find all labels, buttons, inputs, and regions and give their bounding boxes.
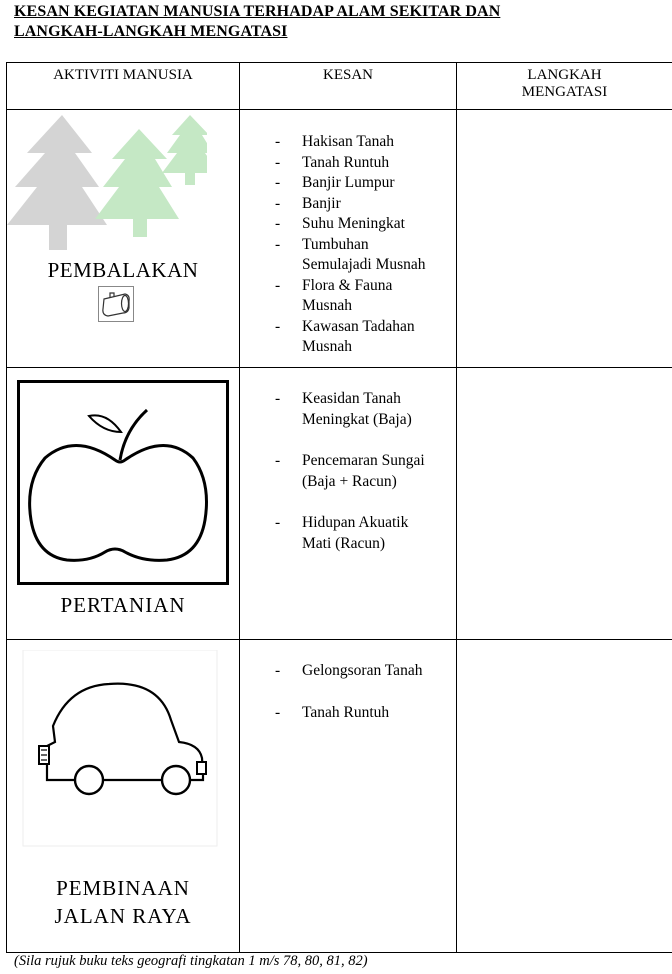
activity-label: PERTANIAN	[60, 593, 186, 617]
kesan-text: Musnah	[302, 338, 352, 355]
apple-icon	[17, 380, 229, 585]
bullet-dash: -	[275, 317, 281, 335]
header-langkah	[457, 63, 672, 110]
pine-trees-icon	[7, 115, 207, 260]
kesan-cell	[240, 368, 457, 640]
bullet-dash: -	[275, 153, 281, 171]
kesan-list	[240, 389, 456, 554]
header-kesan: KESAN	[240, 63, 457, 110]
list-item	[240, 389, 456, 430]
bullet-dash: -	[275, 703, 281, 721]
table-row	[7, 640, 672, 953]
kesan-text: Tanah Runtuh	[302, 703, 390, 721]
title-line-2: LANGKAH-LANGKAH MENGATASI	[14, 23, 288, 40]
impact-table	[6, 62, 672, 953]
kesan-text: Flora & Fauna	[302, 276, 393, 294]
list-item	[240, 173, 456, 194]
document-title	[14, 2, 500, 42]
list-item	[240, 235, 456, 276]
activity-cell	[7, 368, 240, 640]
activity-label: PEMBALAKAN	[47, 258, 199, 282]
kesan-text: Tanah Runtuh	[302, 153, 390, 171]
list-item	[240, 194, 456, 215]
kesan-text: Suhu Meningkat	[302, 215, 405, 232]
kesan-cell	[240, 110, 457, 368]
kesan-text: Tumbuhan	[302, 235, 369, 253]
bullet-dash: -	[275, 194, 281, 212]
kesan-text: Semulajadi Musnah	[302, 256, 426, 273]
header-langkah-line2: MENGATASI	[521, 84, 608, 100]
header-aktiviti: AKTIVITI MANUSIA	[7, 63, 240, 110]
activity-label-line2: JALAN RAYA	[54, 904, 192, 928]
table-row	[7, 368, 672, 640]
activity-cell	[7, 640, 240, 953]
kesan-text: Banjir Lumpur	[302, 174, 395, 191]
kesan-text: Keasidan Tanah	[302, 390, 401, 407]
bullet-dash: -	[275, 276, 281, 294]
kesan-text: Hidupan Akuatik	[302, 514, 409, 531]
title-line-1: KESAN KEGIATAN MANUSIA TERHADAP ALAM SEKITAR DAN	[14, 3, 501, 20]
list-item	[240, 703, 456, 724]
list-item	[240, 132, 456, 153]
langkah-cell	[457, 368, 672, 640]
langkah-cell	[457, 640, 672, 953]
kesan-text: Meningkat (Baja)	[302, 410, 412, 428]
table-header-row	[7, 63, 672, 110]
list-item	[240, 153, 456, 174]
table-row	[7, 110, 672, 368]
kesan-text: Pencemaran Sungai	[302, 452, 425, 469]
kesan-text: Mati (Racun)	[302, 534, 386, 552]
reference-note: (Sila rujuk buku teks geografi tingkatan 1 m/s 78, 80, 81, 82)	[14, 953, 368, 969]
car-icon	[19, 650, 219, 850]
bullet-dash: -	[275, 235, 281, 253]
list-item	[240, 276, 456, 317]
list-item	[240, 451, 456, 492]
bullet-dash: -	[275, 215, 281, 232]
bullet-dash: -	[275, 133, 281, 150]
kesan-cell	[240, 640, 457, 953]
list-item	[240, 661, 456, 682]
list-item	[240, 513, 456, 554]
header-langkah-line1: LANGKAH	[527, 67, 602, 83]
kesan-list	[240, 132, 456, 358]
activity-cell	[7, 110, 240, 368]
bullet-dash: -	[275, 174, 281, 191]
bullet-dash: -	[275, 390, 281, 407]
bullet-dash: -	[275, 514, 281, 531]
bullet-dash: -	[275, 662, 281, 679]
langkah-cell	[457, 110, 672, 368]
activity-label	[7, 874, 239, 930]
bullet-dash: -	[275, 452, 281, 469]
log-icon	[98, 286, 134, 322]
kesan-text: Gelongsoran Tanah	[302, 662, 423, 679]
kesan-text: Musnah	[302, 297, 352, 314]
kesan-list	[240, 661, 456, 723]
kesan-text: Hakisan Tanah	[302, 133, 395, 150]
activity-label-line1: PEMBINAAN	[56, 876, 190, 900]
kesan-text: Kawasan Tadahan	[302, 317, 415, 335]
kesan-text: Banjir	[302, 194, 341, 212]
list-item	[240, 214, 456, 235]
kesan-text: (Baja + Racun)	[302, 472, 397, 490]
list-item	[240, 317, 456, 358]
